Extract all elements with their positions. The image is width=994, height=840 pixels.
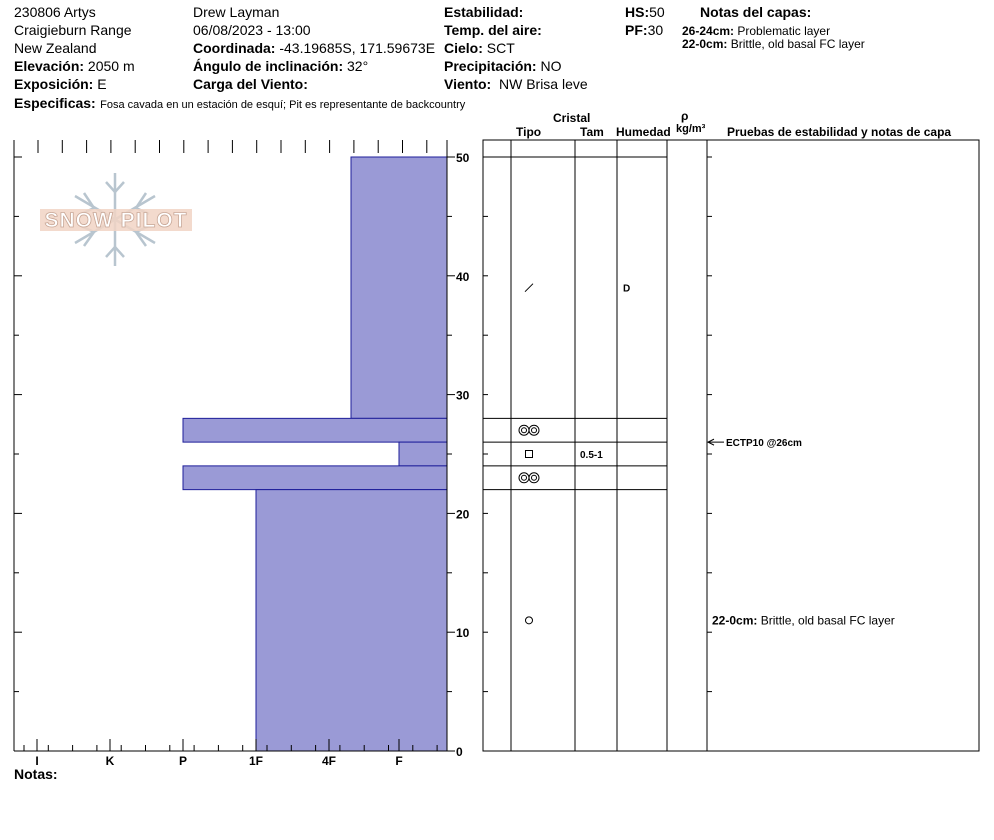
col-moisture: Humedad	[616, 125, 671, 139]
wind-value: NW Brisa leve	[498, 76, 588, 92]
depth-tick-label: 20	[456, 507, 470, 522]
elevation-value: 2050 m	[87, 58, 135, 74]
depth-tick-label: 40	[456, 269, 470, 284]
observation-datetime: 06/08/2023 - 13:00	[193, 22, 311, 38]
aspect-value: E	[97, 76, 107, 92]
precip-label: Precipitación:	[444, 58, 537, 74]
sky-label: Cielo:	[444, 40, 483, 56]
elevation-label: Elevación:	[14, 58, 85, 74]
country-name: New Zealand	[14, 40, 97, 56]
crystal-table	[483, 140, 979, 751]
hardness-tick-label: 4F	[321, 754, 337, 768]
coord-label: Coordinada:	[193, 40, 276, 56]
depth-tick-label: 0	[456, 745, 463, 759]
wind-label: Viento:	[444, 76, 492, 92]
range-name: Craigieburn Range	[14, 22, 132, 38]
stability-test: ECTP10 @26cm	[726, 438, 802, 450]
hardness-layer-bar	[183, 418, 447, 442]
observer-name: Drew Layman	[193, 4, 280, 20]
col-tests: Pruebas de estabilidad y notas de capa	[727, 125, 952, 139]
col-size: Tam	[580, 125, 604, 139]
col-density-unit: kg/m³	[676, 123, 706, 135]
hardness-layer-bar	[183, 466, 447, 490]
col-crystal: Cristal	[553, 111, 591, 125]
col-rho: ρ	[681, 109, 689, 123]
hardness-tick-label: F	[395, 754, 403, 768]
layer-note-text: Brittle, old basal FC layer	[760, 613, 895, 628]
slash-icon	[525, 284, 533, 292]
grain-size: 0.5-1	[580, 450, 603, 461]
logo-text: SNOW PILOT	[44, 209, 188, 232]
layer-note-range: 22-0cm:	[682, 37, 728, 51]
moisture-value: D	[623, 283, 631, 295]
pf-value: 30	[647, 22, 664, 38]
hardness-layer-bar	[351, 157, 447, 418]
depth-tick-label: 50	[456, 151, 470, 165]
hardness-tick-label: I	[35, 754, 39, 768]
coord-value: -43.19685S, 171.59673E	[279, 40, 436, 56]
pf-label: PF:	[625, 22, 648, 38]
slope-label: Ángulo de inclinación:	[193, 58, 344, 74]
hardness-profile	[183, 157, 447, 751]
sky-value: SCT	[486, 40, 515, 56]
square-icon	[526, 451, 533, 458]
hardness-layer-bar	[399, 442, 447, 466]
hardness-layer-bar	[256, 490, 447, 751]
hardness-tick-label: P	[178, 754, 188, 768]
aspect-label: Exposición:	[14, 76, 94, 92]
depth-tick-label: 10	[456, 626, 470, 641]
wind-loading: Carga del Viento:	[193, 76, 308, 92]
specifics-value: Fosa cavada en un estación de esquí; Pit es representante de backcountry	[100, 99, 466, 111]
layer-notes-title: Notas del capas:	[700, 4, 812, 20]
hs-value: 50	[649, 4, 665, 20]
slope-value: 32°	[347, 58, 369, 74]
double-ring-icon	[519, 473, 539, 483]
stability: Estabilidad:	[444, 4, 524, 20]
circle-icon	[526, 617, 533, 624]
layer-note-range: 22-0cm:	[712, 613, 761, 628]
depth-tick-label: 30	[456, 388, 470, 403]
layer-note-range: 26-24cm:	[682, 24, 735, 38]
layer-note-entry	[712, 613, 895, 627]
precip-value: NO	[540, 58, 562, 74]
layer-note-text: Brittle, old basal FC layer	[730, 37, 865, 51]
snowpilot-logo	[40, 173, 192, 266]
col-type: Tipo	[516, 125, 542, 139]
specifics-label: Especificas:	[14, 95, 96, 111]
hardness-tick-label: K	[105, 754, 115, 768]
notes-label: Notas:	[14, 766, 58, 782]
site-name: 230806 Artys	[14, 4, 96, 20]
hs-label: HS:	[625, 4, 650, 20]
layer-note-text: Problematic layer	[737, 24, 831, 38]
air-temp: Temp. del aire:	[444, 22, 542, 38]
hardness-tick-label: 1F	[248, 754, 264, 768]
double-ring-icon	[519, 425, 539, 435]
